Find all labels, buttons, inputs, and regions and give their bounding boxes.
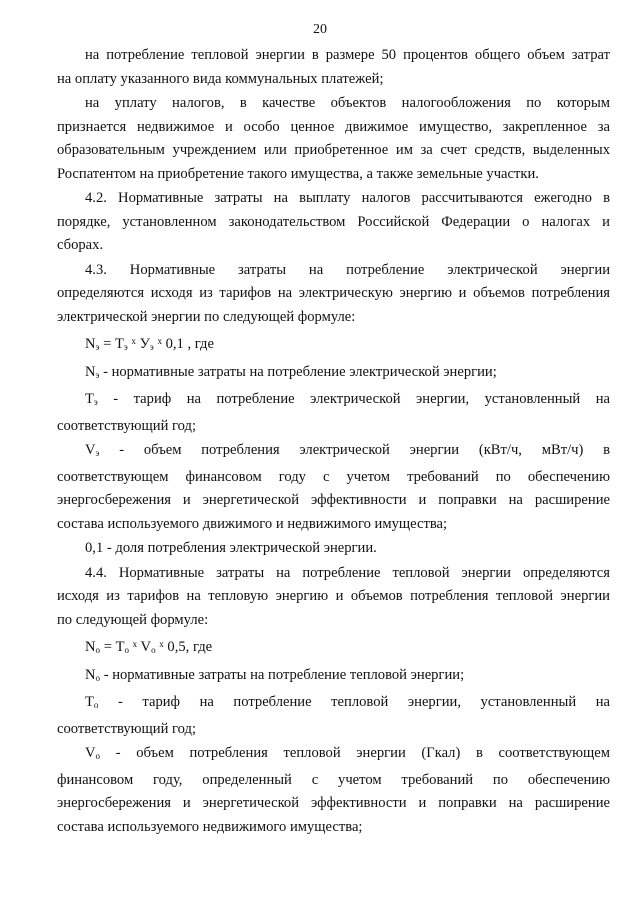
definition-electric-tariff bbox=[57, 388, 610, 438]
formula-heat bbox=[57, 633, 610, 663]
text-line: исходя из тарифов на тепловую энергию и объемов потребления тепловой энергии bbox=[57, 588, 610, 604]
formula-symbol: Т bbox=[114, 336, 124, 352]
text-line: Роспатентом на приобретение такого имущества, а также земельные участки. bbox=[57, 165, 539, 182]
text-line: финансовом году, определенный с учетом требований по обеспечению bbox=[57, 771, 610, 788]
text-line bbox=[57, 388, 610, 415]
formula-equals: = bbox=[100, 639, 116, 655]
text-line: образовательным учреждением или приобретенное им за счет средств, выделенных bbox=[57, 142, 610, 158]
text-line: энергосбережения и энергетической эффективности и поправки на расширение bbox=[57, 795, 610, 811]
text-line: энергосбережения и энергетической эффективности и поправки на расширение bbox=[57, 492, 610, 508]
text-line: соответствующий год; bbox=[57, 417, 197, 434]
formula-symbol: V bbox=[85, 442, 96, 458]
formula-symbol: N bbox=[85, 639, 96, 655]
text-line bbox=[57, 439, 610, 466]
document-body bbox=[57, 44, 610, 839]
formula-tail: 0,1 , где bbox=[161, 336, 214, 352]
formula-symbol: У bbox=[139, 336, 150, 352]
formula-multiply: x bbox=[159, 639, 164, 649]
definition-text: - объем потребления электрической энергии (кВт/ч, мВт/ч) в bbox=[99, 442, 610, 458]
formula-subscript: э bbox=[93, 397, 98, 407]
formula-subscript: о bbox=[93, 700, 99, 710]
text-line: на уплату налогов, в качестве объектов налогообложения по которым bbox=[85, 95, 610, 111]
page-number: 20 bbox=[313, 22, 327, 37]
text-line: по следующей формуле: bbox=[57, 611, 209, 628]
formula-symbol: Т bbox=[85, 391, 94, 407]
text-line: сборах. bbox=[57, 237, 104, 253]
formula-electric bbox=[57, 330, 610, 360]
paragraph-heat-share bbox=[57, 44, 610, 91]
definition-text: - объем потребления тепловой энергии (Гкал) в соответствующем bbox=[100, 745, 610, 761]
formula-symbol: Т bbox=[85, 694, 94, 710]
paragraph-taxes bbox=[57, 92, 610, 186]
formula-symbol: Т bbox=[115, 639, 125, 655]
text-line: признается недвижимое и особо ценное движимое имущество, закрепленное за bbox=[57, 118, 610, 135]
formula-equals: = bbox=[99, 336, 115, 352]
text-line: электрической энергии по следующей формуле: bbox=[57, 308, 356, 325]
formula-subscript: о bbox=[151, 645, 156, 655]
definition-heat-tariff bbox=[57, 691, 610, 741]
definition-heat-costs bbox=[57, 664, 610, 691]
formula-symbol: V bbox=[85, 745, 96, 761]
text-line: состава используемого недвижимого имущества; bbox=[57, 818, 363, 835]
formula-symbol: N bbox=[85, 666, 96, 683]
formula-tail: 0,5, где bbox=[163, 639, 213, 655]
definition-electric-costs bbox=[57, 361, 610, 388]
definition-electric-share: 0,1 - доля потребления электрической энергии. bbox=[85, 540, 377, 556]
paragraph-4-3 bbox=[57, 259, 610, 330]
text-line: соответствующем финансовом году с учетом требований по обеспечению bbox=[57, 468, 610, 485]
formula-subscript: э bbox=[95, 342, 100, 352]
formula-symbol: N bbox=[85, 363, 96, 380]
formula-symbol: N bbox=[85, 336, 96, 352]
definition-text: - тариф на потребление электрической энергии, установленный на bbox=[97, 391, 610, 407]
text-line: на оплату указанного вида коммунальных платежей; bbox=[57, 70, 384, 87]
formula-multiply: x bbox=[157, 336, 162, 346]
formula-subscript: о bbox=[95, 672, 101, 683]
formula-subscript: э bbox=[95, 448, 100, 458]
text-line: состава используемого движимого и недвижимого имущества; bbox=[57, 515, 448, 532]
definition-heat-volume bbox=[57, 742, 610, 839]
text-line: определяются исходя из тарифов на электрическую энергию и объемов потребления bbox=[57, 285, 610, 301]
formula-subscript: э bbox=[95, 369, 100, 380]
text-line: 4.3. Нормативные затраты на потребление электрической энергии bbox=[85, 261, 610, 278]
text-line bbox=[57, 742, 610, 769]
text-line: 4.4. Нормативные затраты на потребление тепловой энергии определяются bbox=[85, 564, 610, 581]
formula-subscript: о bbox=[124, 645, 129, 655]
text-line: на потребление тепловой энергии в размере 50 процентов общего объем затрат bbox=[85, 47, 610, 63]
formula-multiply: x bbox=[132, 639, 138, 649]
formula-subscript: э bbox=[123, 342, 128, 352]
text-line: соответствующий год; bbox=[57, 720, 197, 737]
paragraph-4-2 bbox=[57, 187, 610, 258]
formula-subscript: о bbox=[95, 645, 101, 655]
definition-electric-volume bbox=[57, 439, 610, 536]
text-line bbox=[57, 691, 610, 718]
formula-symbol: V bbox=[140, 639, 152, 655]
definition-text: - нормативные затраты на потребление тепловой энергии; bbox=[100, 666, 465, 683]
formula-multiply: x bbox=[131, 336, 136, 346]
text-line: порядке, установленном законодательством Российской Федерации о налогах и bbox=[57, 213, 610, 230]
formula-subscript: э bbox=[149, 342, 154, 352]
text-line: 4.2. Нормативные затраты на выплату налогов рассчитываются ежегодно в bbox=[85, 190, 610, 206]
paragraph-4-4 bbox=[57, 562, 610, 633]
definition-text: - нормативные затраты на потребление электрической энергии; bbox=[99, 363, 497, 380]
definition-text: - тариф на потребление тепловой энергии, установленный на bbox=[98, 694, 610, 710]
formula-subscript: о bbox=[95, 751, 101, 761]
